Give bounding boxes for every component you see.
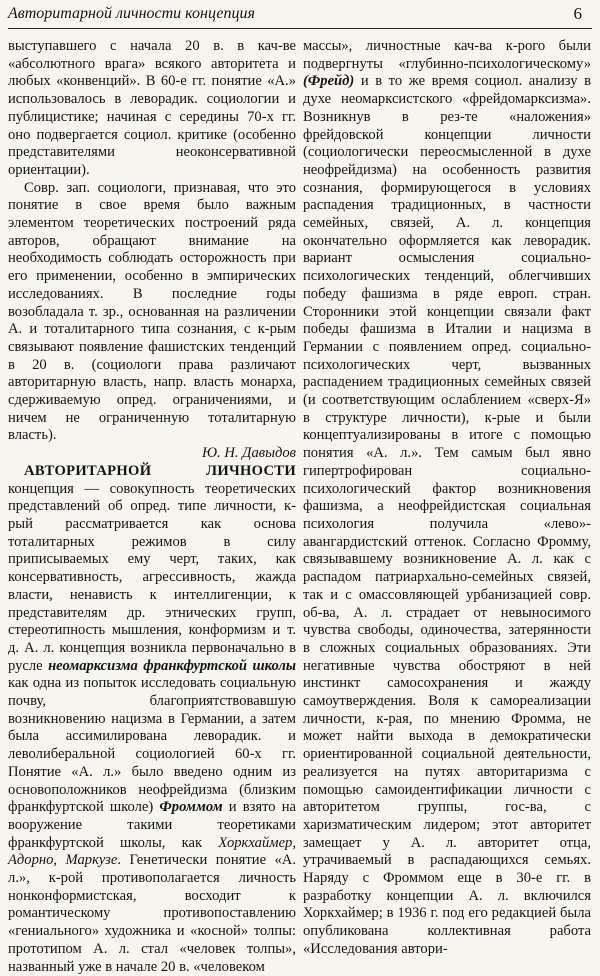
cross-reference-link[interactable]: неомарксизма франкфуртской школы (48, 657, 296, 674)
entry-text: как одна из попыток исследовать социальную почву, благоприятствовавшую возникновению нацизма в Германии, а затем была ассимилирована леворадик. и леволиберальной социологией 60-х гг. Понятие «А. л.» было введено одним из основоположников неофрейдизма (близким франкфуртской школе) (8, 675, 296, 816)
entry-text: массы», личностные кач-ва к-рого были подвергнуты «глубинно-психологическому» (303, 38, 591, 72)
right-column (303, 38, 591, 957)
author-signature: Ю. Н. Давыдов (201, 445, 296, 462)
entry-text: . Генетически понятие «А. л.», к-рой противополагается личность нонконформистская, восходит к романтическому противопоставлению «гениального» художника и «косной» толпы: прототипом А. л. стал «человек толпы», названный уже в начале 20 в. «человеком (8, 852, 296, 975)
cross-reference-link[interactable]: Фроммом (159, 799, 223, 816)
continued-paragraph: выступавшего с начала 20 в. в кач-ве «абсолютного врага» всякого авторитета и любых «конвенций». В 60-е гг. понятие «А.» использовалось в леворадик. социологии и публицистике; начиная с середины 70-х гг. оно подвергается социол. критике (особенно представителями неоконсервативной ориентации). (8, 38, 296, 178)
running-header (8, 2, 592, 29)
cross-reference-link[interactable]: Хоркхаймер, Адорно, Маркузе (8, 834, 296, 869)
dictionary-entry (8, 463, 296, 976)
entry-headword: АВТОРИТАРНОЙ ЛИЧНОСТИ (24, 462, 296, 479)
running-title: Авторитарной личности концепция (8, 5, 255, 22)
paragraph: Совр. зап. социологи, признавая, что это понятие в свое время было важным элементом теоретических построений ряда авторов, обращают внимание на необходимость соблюдать осторожность при его применении, особенно в эмпирических исследованиях. В последние годы возобладала т. зр., основанная на различении А. и тоталитарного типа сознания, с к-рым связывают появление фашистских тенденций в 20 в. (социологи права различают авторитарную власть, напр. власть монарха, сдерживаемую опред. ограничениями, и ничем не ограниченную тоталитарную власть). (8, 179, 296, 444)
entry-text: и взято на вооружение такими теоретиками франкфуртской школы, как (8, 799, 296, 851)
page-number: 6 (573, 4, 582, 23)
continued-paragraph (303, 38, 591, 959)
left-column (8, 38, 296, 975)
cross-reference-link[interactable]: (Фрейд) (303, 73, 355, 90)
entry-text: концепция — совокупность теоретических представлений об опред. типе личности, к-рый рассматривается как основа тоталитарных режимов в силу приписываемых ему черт, таких, как консервативность, агрессивность, жажда власти, ненависть к интеллигенции, к представителям др. этнических групп, стереотипность мышления, конформизм и т. д. А. л. концепция возникла первоначально в русле (8, 480, 296, 674)
entry-text: и в то же время социол. анализу в духе неомарксистского «фрейдомарксизма». Возникнув в рез-те «наложения» фрейдовской концепции личности (социологически переосмысленной в духе неофрейдизма) на особенность развития сознания, формирующегося в условиях распадения традиционных, в частности семейных, связей, А. л. концепция окончательно оформляется как леворадик. вариант осмысления социально-психологических тенденций, облегчивших победу фашизма в ряде европ. стран. Сторонники этой концепции связали факт победы фашизма в Италии и нацизма в Германии с появлением опред. социально-психологических черт, вызванных распадением традиционных семейных связей (и соответствующим ослаблением «сверх-Я» в структуре личности), к-рые и были концептуализированы в итоге с помощью понятия «А. л.». Тем самым был явно гипертрофирован социально-психологический фактор возникновения фашизма, а неофрейдистская социальная психология получила «лево»-авангардистский оттенок. Согласно Фромму, связывавшему возникновение А. л. как с распадом патриархально-семейных связей, так и с омассовляющей урбанизацией совр. об-ва, А. л. страдает от невыносимого чувства свободы, одиночества, затерянности в сложных социальных образованиях. Эти негативные чувства обостряют в ней инстинкт самосохранения и жажду самоутверждения. Воля к самореализации личности, к-рая, по мнению Фромма, не может найти выхода в демократически ориентированной социальной деятельности, реализуется на путях авторитаризма с помощью самоидентификации личности с авторитетом группы, гос-ва, с харизматическим лидером; этот авторитет замещает у А. л. авторитет отца, утрачиваемый в распадающихся семьях. Наряду с Фроммом еще в 30-е гг. в разработку концепции А. л. включился Хоркхаймер; в 1936 г. под его редакцией была опубликована коллективная работа «Исследования автори- (303, 73, 591, 957)
